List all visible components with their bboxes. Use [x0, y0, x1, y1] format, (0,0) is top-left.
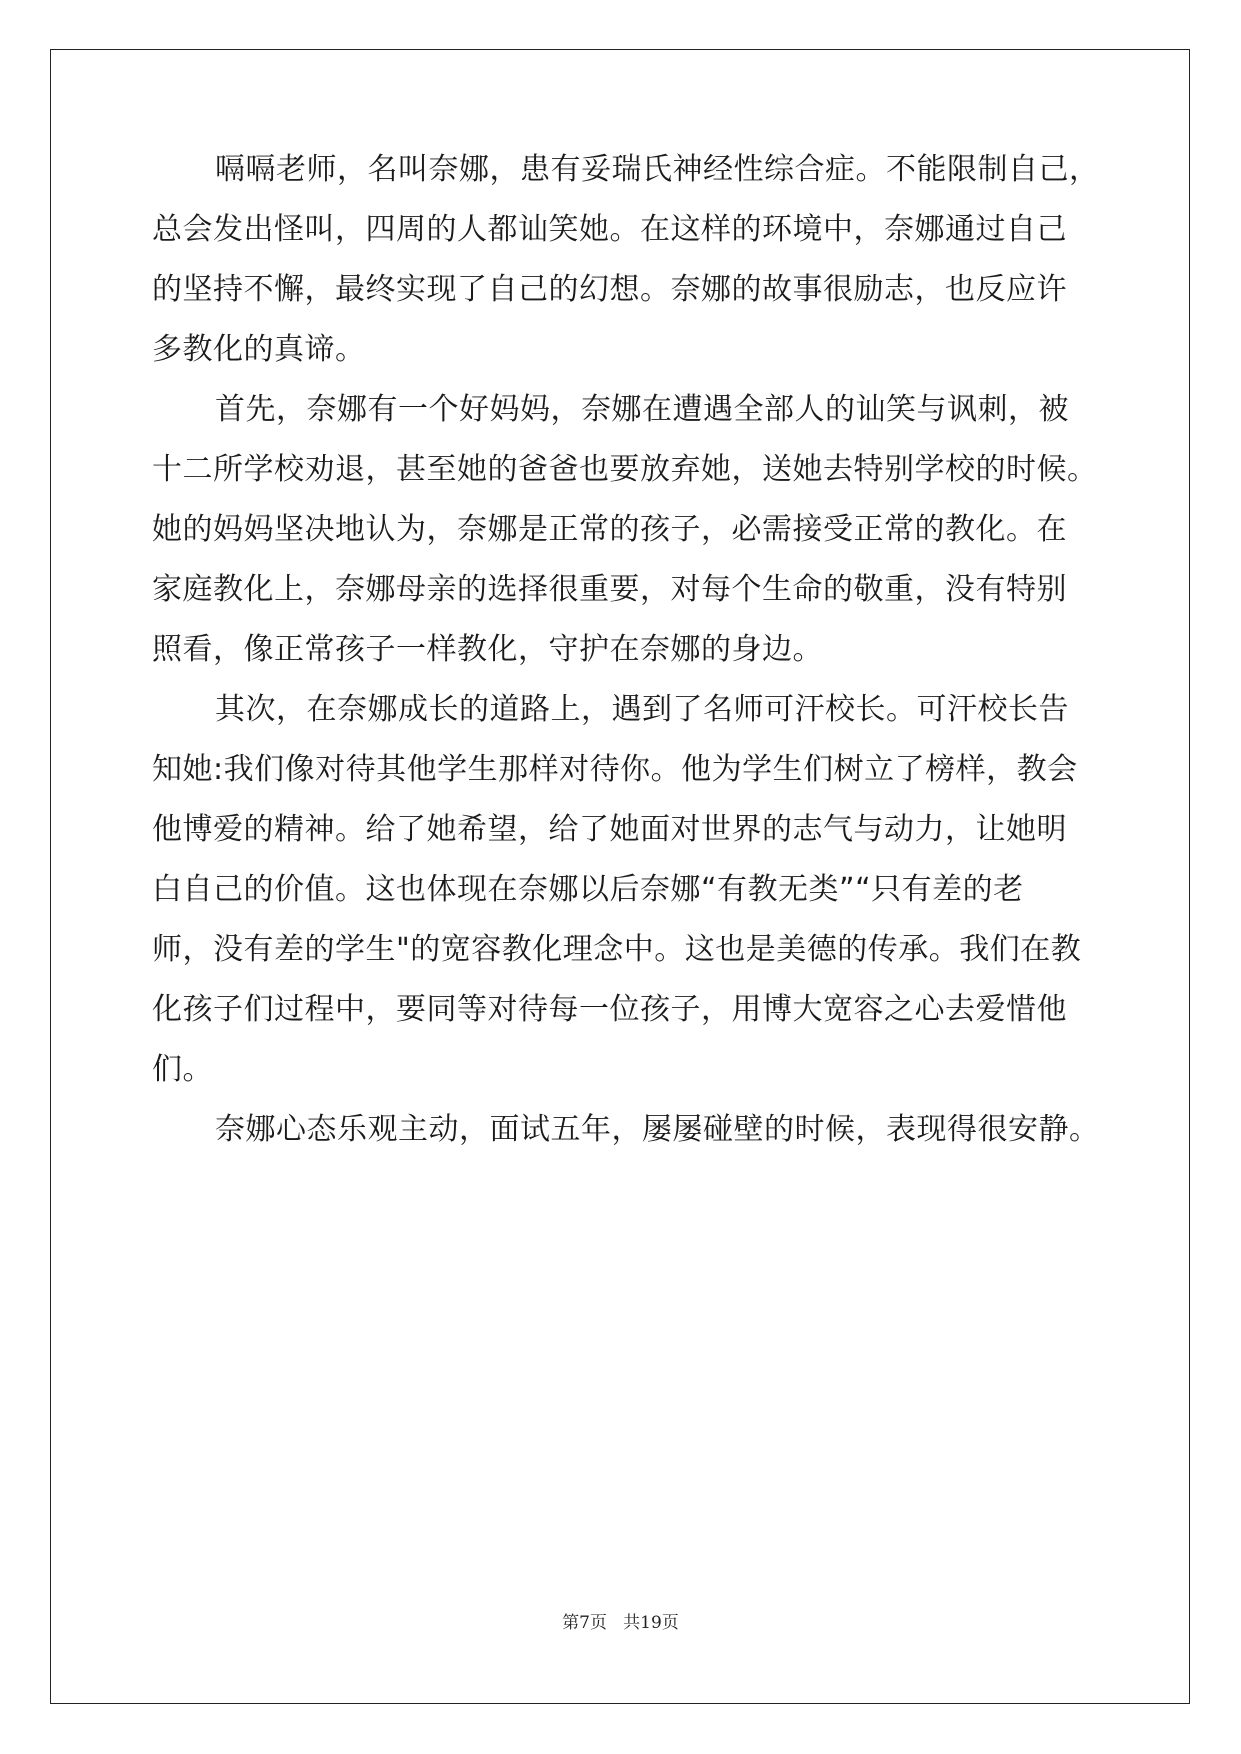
paragraph-3-line-7: 们。 [152, 1052, 213, 1087]
paragraph-1-line-3: 的坚持不懈，最终实现了自己的幻想。奈娜的故事很励志，也反应许 [152, 272, 1067, 307]
paragraph-3-line-2: 知她:我们像对待其他学生那样对待你。他为学生们树立了榜样，教会 [152, 752, 1078, 787]
paragraph-2-line-1: 首先，奈娜有一个好妈妈，奈娜在遭遇全部人的讪笑与讽刺，被 [215, 392, 1069, 427]
paragraph-1-line-1: 嗝嗝老师，名叫奈娜，患有妥瑞氏神经性综合症。不能限制自己， [215, 152, 1100, 187]
paragraph-1-line-2: 总会发出怪叫，四周的人都讪笑她。在这样的环境中，奈娜通过自己 [152, 212, 1067, 247]
page-number-footer: 第7页 共19页 [562, 1613, 679, 1633]
paragraph-2-line-2: 十二所学校劝退，甚至她的爸爸也要放弃她，送她去特别学校的时候。 [152, 452, 1098, 487]
paragraph-3-line-5: 师，没有差的学生"的宽容教化理念中。这也是美德的传承。我们在教 [152, 932, 1082, 967]
paragraph-2-line-4: 家庭教化上，奈娜母亲的选择很重要，对每个生命的敬重，没有特别 [152, 572, 1067, 607]
document-body [152, 140, 1100, 1160]
paragraph-3-line-1: 其次，在奈娜成长的道路上，遇到了名师可汗校长。可汗校长告 [215, 692, 1069, 727]
paragraph-3-line-3: 他博爱的精神。给了她希望，给了她面对世界的志气与动力，让她明 [152, 812, 1067, 847]
paragraph-2-line-3: 她的妈妈坚决地认为，奈娜是正常的孩子，必需接受正常的教化。在 [152, 512, 1067, 547]
paragraph-2-line-5: 照看，像正常孩子一样教化，守护在奈娜的身边。 [152, 632, 823, 667]
paragraph-1-line-4: 多教化的真谛。 [152, 332, 366, 367]
paragraph-3-line-6: 化孩子们过程中，要同等对待每一位孩子，用博大宽容之心去爱惜他 [152, 992, 1067, 1027]
paragraph-3-line-4: 白自己的价值。这也体现在奈娜以后奈娜“有教无类”“只有差的老 [152, 872, 1024, 907]
paragraph-4-line-1: 奈娜心态乐观主动，面试五年，屡屡碰壁的时候，表现得很安静。 [215, 1112, 1100, 1147]
